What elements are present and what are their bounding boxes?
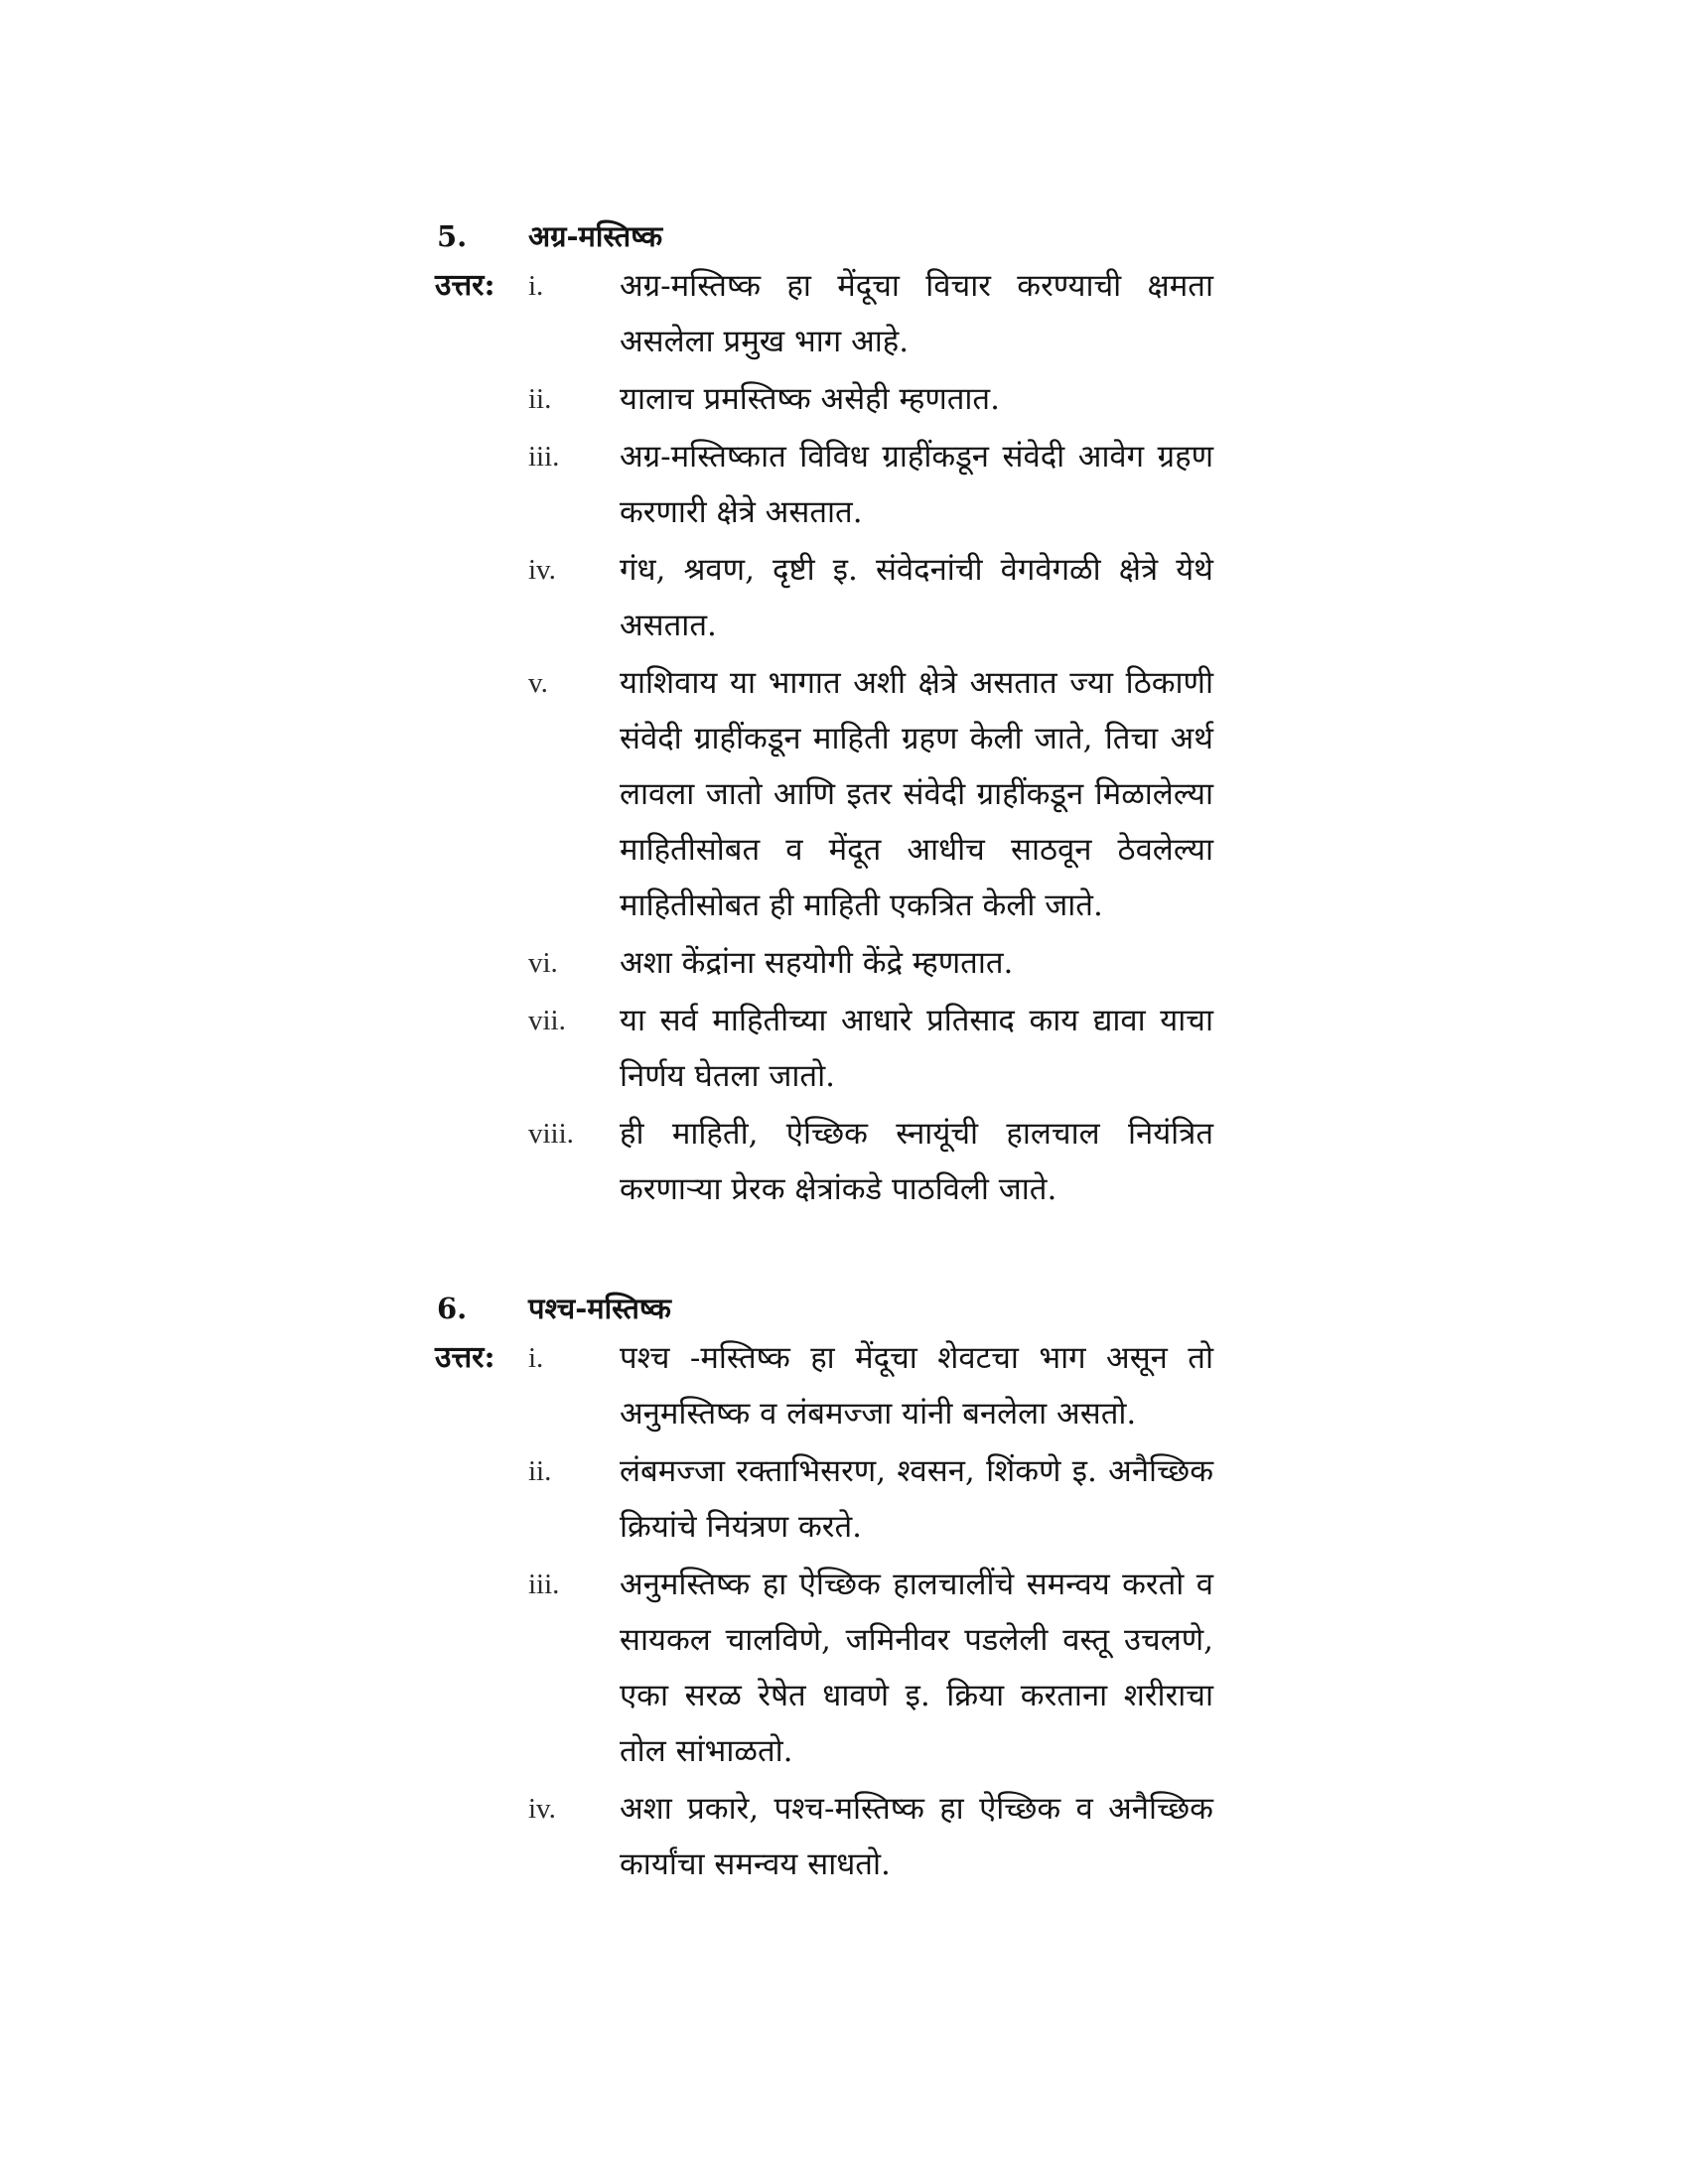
section-heading	[437, 216, 1231, 256]
item-text: अग्र-मस्तिष्क हा मेंदूचा विचार करण्याची क्षमता असलेला प्रमुख भाग आहे.	[620, 268, 1213, 359]
item-numeral: vii.	[528, 1005, 566, 1036]
item-numeral: iv.	[528, 554, 556, 586]
item-numeral: i.	[528, 1342, 544, 1374]
section-6	[437, 1289, 1231, 1892]
section-heading	[437, 1289, 1231, 1328]
item-numeral: i.	[528, 270, 544, 302]
list-item	[437, 429, 1231, 540]
section-title: अग्र-मस्तिष्क	[528, 219, 663, 253]
answer-list	[437, 1330, 1231, 1892]
item-text: याशिवाय या भागात अशी क्षेत्रे असतात ज्या ठिकाणी संवेदी ग्राहींकडून माहिती ग्रहण केली जाते, तिचा अर्थ लावला जातो आणि इतर संवेदी ग्राहींकडून मिळालेल्या माहितीसोबत व मेंदूत आधीच साठवून ठेवलेल्या माहितीसोबत ही माहिती एकत्रित केली जाते.	[620, 665, 1213, 923]
item-numeral: viii.	[528, 1118, 574, 1150]
item-text: या सर्व माहितीच्या आधारे प्रतिसाद काय द्यावा याचा निर्णय घेतला जातो.	[620, 1003, 1213, 1094]
list-item	[437, 542, 1231, 653]
item-text: अशा केंद्रांना सहयोगी केंद्रे म्हणतात.	[620, 945, 1014, 981]
item-text: यालाच प्रमस्तिष्क असेही म्हणतात.	[620, 381, 1000, 417]
answer-label: उत्तर:	[435, 1340, 495, 1375]
item-text: ही माहिती, ऐच्छिक स्नायूंची हालचाल नियंत्रित करणाऱ्या प्रेरक क्षेत्रांकडे पाठविली जाते.	[620, 1116, 1213, 1207]
item-numeral: iii.	[528, 1569, 560, 1600]
list-item	[437, 1781, 1231, 1892]
list-item	[437, 1557, 1231, 1779]
list-item	[437, 993, 1231, 1104]
section-number: 6.	[437, 1292, 468, 1325]
item-text: अनुमस्तिष्क हा ऐच्छिक हालचालींचे समन्वय करतो व सायकल चालविणे, जमिनीवर पडलेली वस्तू उचलणे, एका सरळ रेषेत धावणे इ. क्रिया करताना शरीराचा तोल सांभाळतो.	[620, 1567, 1213, 1769]
answer-label: उत्तर:	[435, 268, 495, 303]
item-numeral: ii.	[528, 1455, 552, 1487]
list-item	[437, 935, 1231, 991]
item-text: अशा प्रकारे, पश्च-मस्तिष्क हा ऐच्छिक व अनैच्छिक कार्यांचा समन्वय साधतो.	[620, 1791, 1213, 1882]
list-item	[437, 1106, 1231, 1217]
item-numeral: ii.	[528, 383, 552, 415]
item-text: अग्र-मस्तिष्कात विविध ग्राहींकडून संवेदी आवेग ग्रहण करणारी क्षेत्रे असतात.	[620, 439, 1213, 530]
list-item	[437, 258, 1231, 369]
section-number: 5.	[437, 219, 468, 253]
section-title: पश्च-मस्तिष्क	[528, 1292, 671, 1325]
list-item	[437, 371, 1231, 427]
item-text: गंध, श्रवण, दृष्टी इ. संवेदनांची वेगवेगळी क्षेत्रे येथे असतात.	[620, 552, 1213, 643]
list-item	[437, 1443, 1231, 1555]
section-5	[437, 216, 1231, 1217]
item-numeral: iii.	[528, 441, 560, 473]
list-item	[437, 1330, 1231, 1441]
item-numeral: v.	[528, 667, 548, 699]
item-numeral: iv.	[528, 1793, 556, 1825]
item-numeral: vi.	[528, 947, 558, 979]
answer-list	[437, 258, 1231, 1217]
list-item	[437, 655, 1231, 933]
item-text: पश्च -मस्तिष्क हा मेंदूचा शेवटचा भाग असून तो अनुमस्तिष्क व लंबमज्जा यांनी बनलेला असतो.	[620, 1340, 1213, 1432]
item-text: लंबमज्जा रक्ताभिसरण, श्वसन, शिंकणे इ. अनैच्छिक क्रियांचे नियंत्रण करते.	[620, 1453, 1213, 1545]
